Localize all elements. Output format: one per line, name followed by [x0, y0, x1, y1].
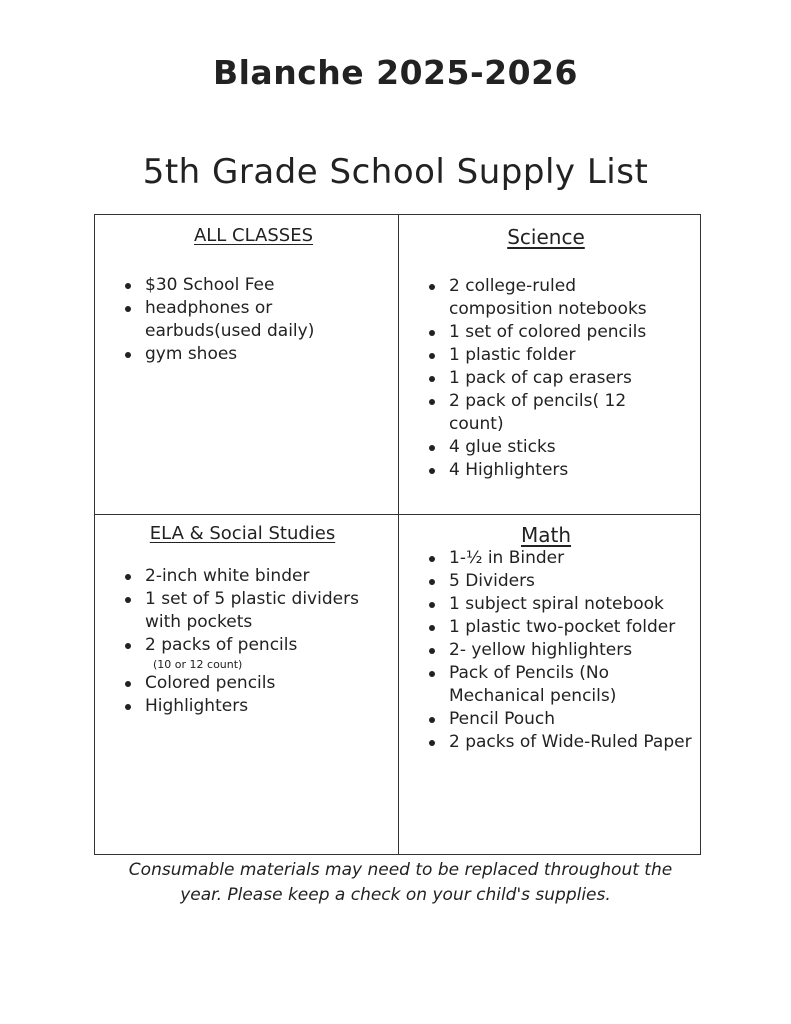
science-heading: Science: [507, 225, 585, 249]
list-item: 1 set of 5 plastic dividers with pockets: [121, 588, 381, 634]
list-item: Pencil Pouch: [425, 708, 695, 731]
list-item: [121, 634, 381, 672]
list-item: 2 college-ruled composition notebooks: [425, 275, 685, 321]
page-subtitle: 5th Grade School Supply List: [142, 152, 649, 192]
list-item: 1 plastic folder: [425, 344, 685, 367]
list-item: $30 School Fee: [121, 274, 321, 297]
math-section: [399, 515, 701, 854]
math-list: [425, 547, 695, 754]
list-item: 1 set of colored pencils: [425, 321, 685, 344]
page-title: Blanche 2025-2026: [212, 53, 579, 92]
ela-list: [121, 565, 381, 718]
pencils-label: 2 packs of pencils: [145, 635, 298, 655]
consumables-note: [0, 858, 791, 908]
list-item: 2 packs of Wide-Ruled Paper: [425, 731, 695, 754]
science-list: [425, 275, 685, 482]
list-item: 1-½ in Binder: [425, 547, 695, 570]
list-item: Highlighters: [121, 695, 381, 718]
footer-line-2: year. Please keep a check on your child's supplies.: [180, 885, 611, 905]
list-item: 2- yellow highlighters: [425, 639, 695, 662]
all-classes-heading: ALL CLASSES: [193, 225, 314, 246]
math-heading: Math: [520, 523, 572, 547]
science-section: [399, 215, 701, 514]
list-item: 1 subject spiral notebook: [425, 593, 695, 616]
all-classes-list: [121, 274, 321, 366]
footer-line-1: Consumable materials may need to be replaced throughout the: [128, 860, 673, 880]
ela-heading: ELA & Social Studies: [149, 523, 336, 544]
list-item: 1 pack of cap erasers: [425, 367, 685, 390]
list-item: Colored pencils: [121, 672, 381, 695]
list-item: 4 Highlighters: [425, 459, 685, 482]
ela-section: [95, 515, 398, 854]
list-item: 1 plastic two-pocket folder: [425, 616, 695, 639]
pencils-count-note: (10 or 12 count): [153, 658, 243, 671]
supply-grid: [94, 214, 701, 855]
list-item: Pack of Pencils (No Mechanical pencils): [425, 662, 695, 708]
list-item: 4 glue sticks: [425, 436, 685, 459]
all-classes-section: [95, 215, 398, 514]
list-item: 5 Dividers: [425, 570, 695, 593]
list-item: headphones or earbuds(used daily): [121, 297, 321, 343]
list-item: gym shoes: [121, 343, 321, 366]
list-item: 2-inch white binder: [121, 565, 381, 588]
list-item: 2 pack of pencils( 12 count): [425, 390, 685, 436]
